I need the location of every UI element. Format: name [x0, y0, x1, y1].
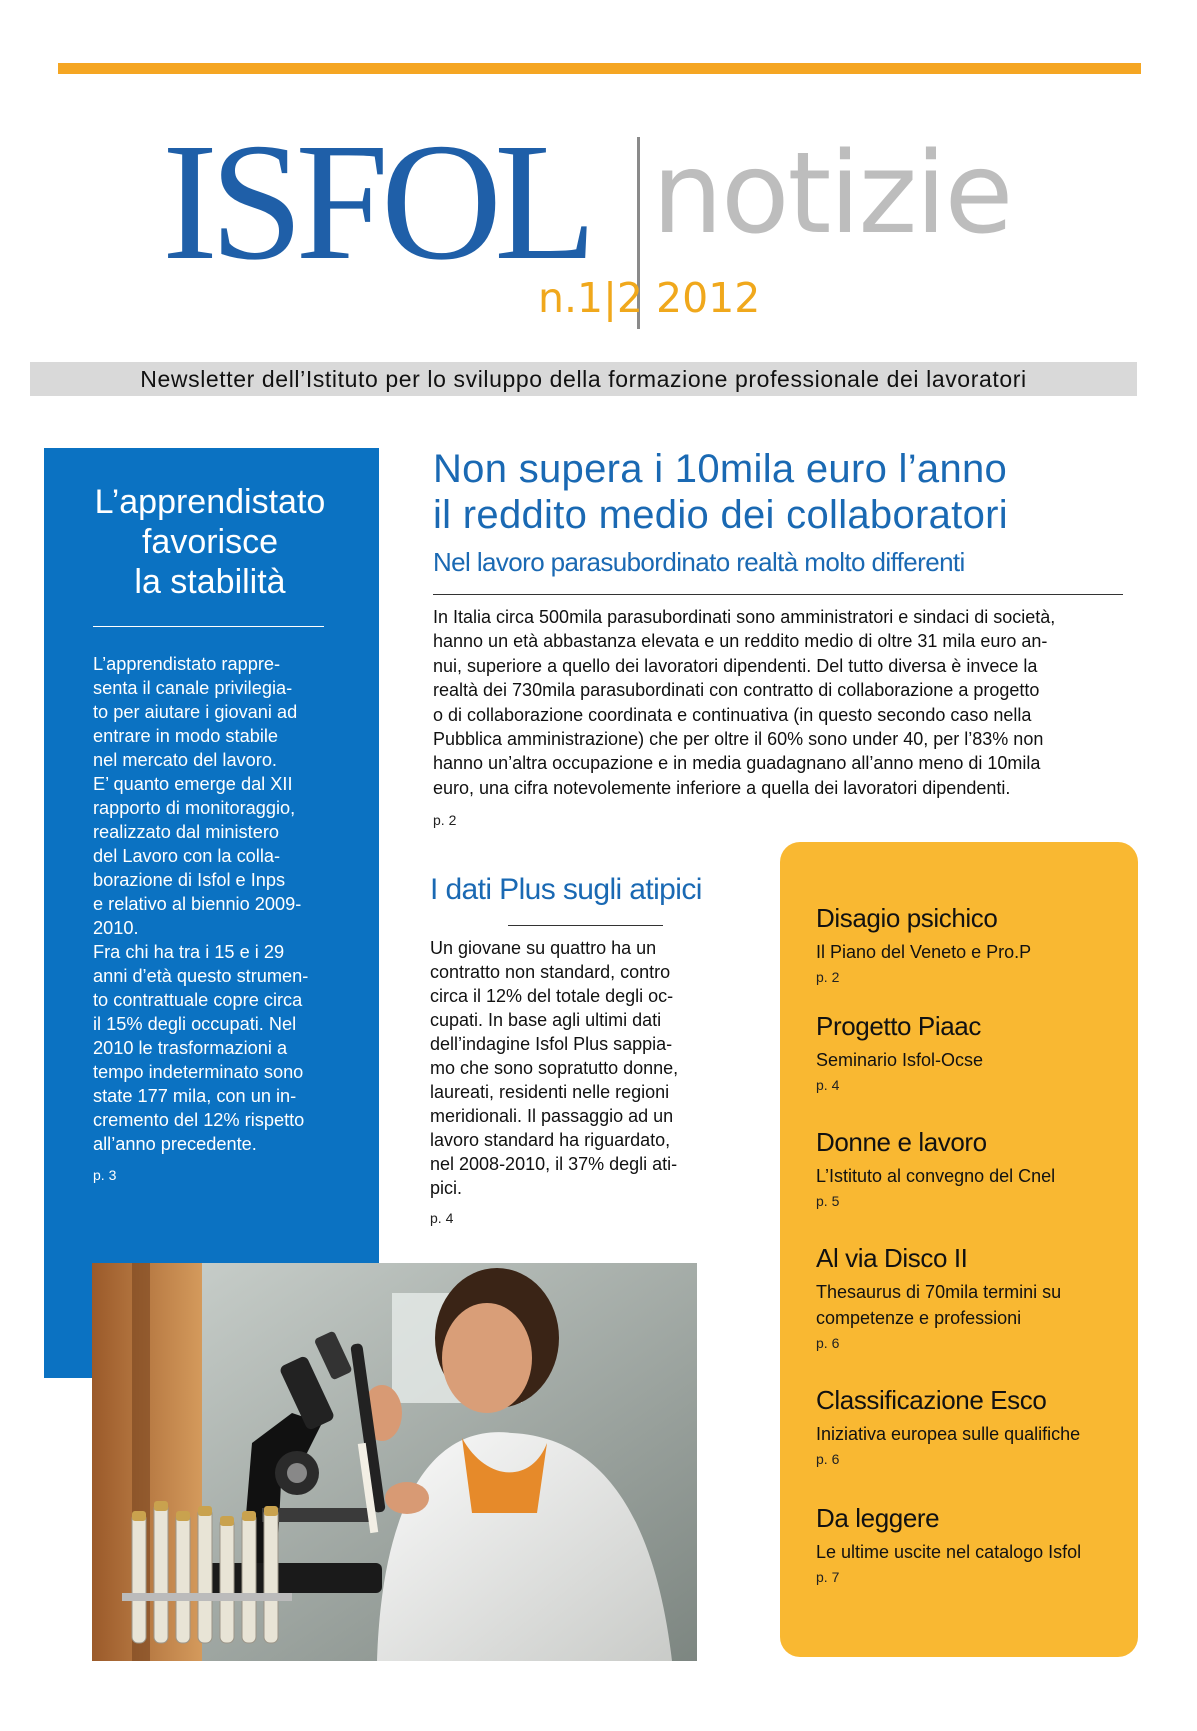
main-article-title: Non supera i 10mila euro l’anno il reddito medio dei collaboratori	[433, 447, 1008, 537]
toc-item-title: Da leggere	[816, 1503, 940, 1533]
toc-item-desc: Il Piano del Veneto e Pro.P	[816, 942, 1032, 962]
issue-number: n.1|2 2012	[538, 274, 761, 322]
toc-item-page: p. 7	[816, 1569, 840, 1585]
toc-item-title: Classificazione Esco	[816, 1385, 1047, 1415]
plus-article-title: I dati Plus sugli atipici	[430, 873, 702, 906]
toc-item-disco	[816, 1243, 1116, 1351]
toc-item-desc: Seminario Isfol-Ocse	[816, 1050, 984, 1070]
isfol-logo: ISFOL	[162, 109, 589, 295]
apprendistato-title: L’apprendistato favorisce la stabilità	[94, 483, 326, 601]
toc-item-piaac	[816, 1011, 1116, 1093]
top-accent-bar	[58, 63, 1141, 74]
apprendistato-page-ref: p. 3	[93, 1167, 117, 1183]
toc-item-desc: Iniziativa europea sulle qualifiche	[816, 1424, 1081, 1444]
toc-item-title: Al via Disco II	[816, 1243, 968, 1273]
toc-item-desc: L’Istituto al convegno del Cnel	[816, 1166, 1056, 1186]
toc-item-title: Disagio psichico	[816, 903, 998, 933]
toc-item-desc: Le ultime uscite nel catalogo Isfol	[816, 1542, 1082, 1562]
apprendistato-body: L’apprendistato rappre- senta il canale privilegia- to per aiutare i giovani ad entrare in modo stabile nel mercato del lavoro. E’ quanto emerge dal XII rapporto di monitoraggio, realizzato dal ministero del Lavoro con la colla- borazione di Isfol e Inps e relativo al biennio 2009- 2010. Fra chi ha tra i 15 e i 29 anni d’età questo strumen- to contrattuale copre circa il 15% degli occupati. Nel 2010 le trasformazioni a tempo indeterminato sono state 177 mila, con un in- cremento del 12% rispetto all’anno precedente.	[93, 654, 309, 1154]
toc-item-title: Donne e lavoro	[816, 1127, 987, 1157]
toc-item-esco	[816, 1385, 1116, 1467]
apprendistato-divider	[93, 626, 324, 627]
main-article-page-ref: p. 2	[433, 812, 457, 828]
toc-item-donne	[816, 1127, 1116, 1209]
plus-article-body: Un giovane su quattro ha un contratto non standard, contro circa il 12% del totale degli oc- cupati. In base agli ultimi dati dell’indagine Isfol Plus sappia- mo che sono sopratutto donne, laureati, residenti nelle regioni meridionali. Il passaggio ad un lavoro standard ha riguardato, nel 2008-2010, il 37% degli ati- pici.	[430, 938, 679, 1198]
newsletter-subtitle: Newsletter dell’Istituto per lo sviluppo della formazione professionale dei lavoratori	[30, 362, 1137, 396]
toc-item-page: p. 6	[816, 1451, 840, 1467]
toc-item-page: p. 5	[816, 1193, 840, 1209]
toc-item-leggere	[816, 1503, 1116, 1585]
plus-article-page-ref: p. 4	[430, 1210, 454, 1226]
main-article-body: In Italia circa 500mila parasubordinati sono amministratori e sindaci di società, hanno un età abbastanza elevata e un reddito medio di oltre 31 mila euro an- nui, superiore a quello dei lavoratori dipendenti. Del tutto diversa è invece la realtà dei 730mila parasubordinati con contratto di collaborazione a progetto o di collaborazione coordinata e continuativa (in questo secondo caso nella Pubblica amministrazione) che per oltre il 60% sono under 40, per l’83% non hanno un’altra occupazione e in media guadagnano all’anno meno di 10mila euro, una cifra notevolemente inferiore a quella dei lavoratori dipendenti.	[433, 607, 1056, 798]
main-article-subtitle: Nel lavoro parasubordinato realtà molto differenti	[433, 547, 965, 577]
toc-item-page: p. 2	[816, 969, 840, 985]
toc-item-title: Progetto Piaac	[816, 1011, 981, 1041]
toc-item-page: p. 4	[816, 1077, 840, 1093]
toc-item-disagio	[816, 903, 1116, 985]
lab-photo	[92, 1263, 697, 1661]
toc-item-page: p. 6	[816, 1335, 840, 1351]
plus-article-divider	[508, 925, 663, 926]
main-article-divider	[433, 594, 1123, 595]
notizie-logo: notizie	[652, 129, 1012, 259]
toc-item-desc: Thesaurus di 70mila termini su competenze e professioni	[816, 1282, 1062, 1328]
